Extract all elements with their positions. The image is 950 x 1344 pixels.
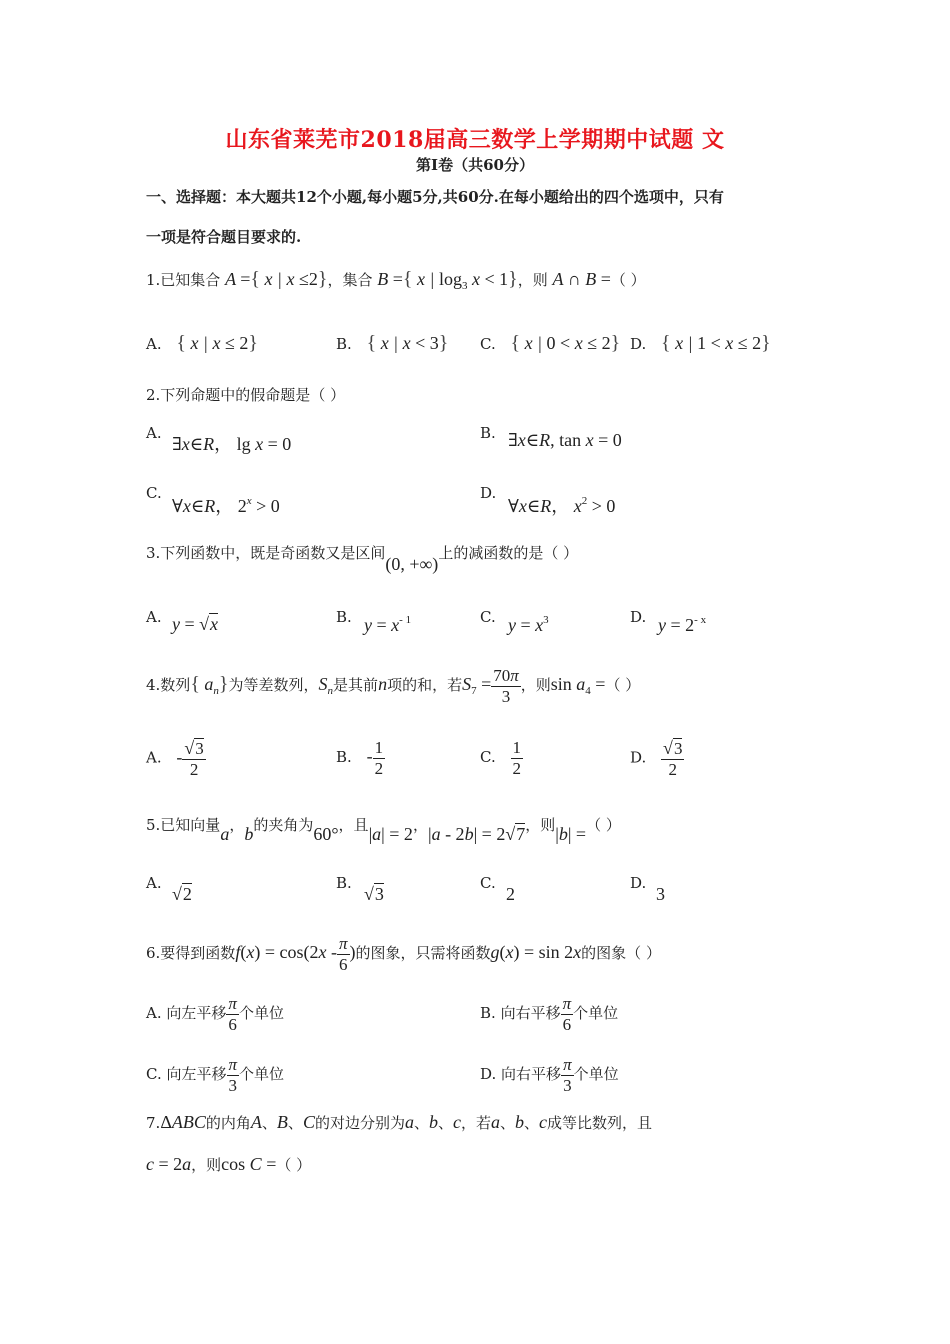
question-1-part: ，集合: [327, 271, 373, 289]
option-5a-math: √2: [172, 884, 192, 904]
question-1-stem: 1.已知集合: [146, 271, 221, 289]
option-5d: D.: [630, 874, 647, 892]
option-1b: B. { x | x < 3}: [336, 332, 449, 354]
option-3a: A.: [146, 608, 162, 626]
option-2b-math: ∃x∈R, tan x = 0: [508, 430, 622, 450]
question-6: 6.要得到函数f(x) = cos(2x - $\frac{\pi}{6}$ )的图象，只需将函数g(x) = sin 2x的图象（ ）: [146, 934, 661, 974]
part-heading: 第Ⅰ卷（共60分）: [416, 156, 534, 174]
option-4b: B. - $\frac{1}{2}$: [336, 738, 384, 778]
question-1-part: ，则: [517, 271, 548, 289]
option-4d: D. $\frac{√3}{2}$: [630, 738, 683, 779]
question-1-blank: （ ）: [610, 271, 646, 289]
option-5d-math: 3: [656, 884, 665, 904]
option-6c: C. 向左平移 $\frac{\pi}{3}$ 个单位: [146, 1055, 285, 1095]
option-2c-math: ∀x∈R， 2$^x$ > 0: [172, 495, 280, 516]
question-5: 5.已知向量a，b的夹角为60°，且|a| = 2，|a - 2b| = 2√7，则|b| =（ ）: [146, 816, 621, 844]
option-5a: A.: [146, 874, 162, 892]
option-3d-math: $y = 2^{- x}$: [658, 614, 707, 635]
option-3c-math: $y = x^3$: [508, 614, 549, 635]
option-6d: D. 向右平移 $\frac{\pi}{3}$ 个单位: [480, 1055, 619, 1095]
option-3c: C.: [480, 608, 496, 626]
option-3b-math: $y = x^{- 1}$: [364, 614, 412, 635]
fraction-70pi-over-3: $\frac{70\pi}{3}$: [493, 666, 519, 706]
option-5c: C.: [480, 874, 496, 892]
option-5b: B.: [336, 874, 352, 892]
option-1c: C. { x | 0 < x ≤ 2}: [480, 332, 621, 354]
option-2d: D.: [480, 484, 497, 502]
question-7-line2: c = 2a，则cos C =（ ）: [146, 1154, 312, 1174]
option-5b-math: √3: [364, 884, 384, 904]
math-intersection: A ∩ B =: [552, 269, 611, 289]
section-instructions-line1: 一、选择题：本大题共12个小题,每小题5分,共60分.在每小题给出的四个选项中，只有: [146, 188, 724, 206]
option-4a: A. - $\frac{√3}{2}$: [146, 738, 204, 779]
option-5c-math: 2: [506, 884, 515, 904]
option-2c: C.: [146, 484, 162, 502]
option-6a: A. 向左平移 $\frac{\pi}{6}$ 个单位: [146, 994, 284, 1034]
option-4c: C. $\frac{1}{2}$: [480, 738, 521, 778]
document-title: 山东省莱芜市2018届高三数学上学期期中试题 文: [225, 127, 725, 153]
math-set-B: B ={ x | $\log_3 x < 1$}: [377, 268, 518, 292]
option-3d: D.: [630, 608, 647, 626]
math-set-A: A ={ x | x ≤2}: [225, 268, 328, 290]
question-7: 7.ΔABC的内角A、B、C的对边分别为a、b、c，若a、b、c成等比数列，且: [146, 1112, 653, 1132]
question-4: 4.数列{ $a_n$}为等差数列，$S_n$是其前n项的和，若$S_7$ = $\frac{70\pi}{3}$ ，则$\sin a_4$ =（ ）: [146, 666, 641, 706]
option-2b: B.: [480, 424, 496, 442]
option-6b: B. 向右平移 $\frac{\pi}{6}$ 个单位: [480, 994, 619, 1034]
option-1a: A. { x | x ≤ 2}: [146, 332, 258, 354]
question-2: 2.下列命题中的假命题是（ ）: [146, 386, 346, 404]
option-1d: D. { x | 1 < x ≤ 2}: [630, 332, 771, 354]
option-3b: B.: [336, 608, 352, 626]
math-interval: (0, +∞): [385, 554, 439, 574]
question-1: [146, 268, 646, 292]
section-instructions-line2: 一项是符合题目要求的.: [146, 228, 302, 246]
option-2d-math: ∀x∈R， $x^2 > 0$: [508, 495, 616, 516]
question-3: 3.下列函数中，既是奇函数又是区间(0, +∞)上的减函数的是（ ）: [146, 544, 579, 574]
option-2a-math: ∃x∈R， lg x = 0: [172, 434, 292, 454]
option-2a: A.: [146, 424, 162, 442]
option-3a-math: y = √x: [172, 614, 219, 634]
